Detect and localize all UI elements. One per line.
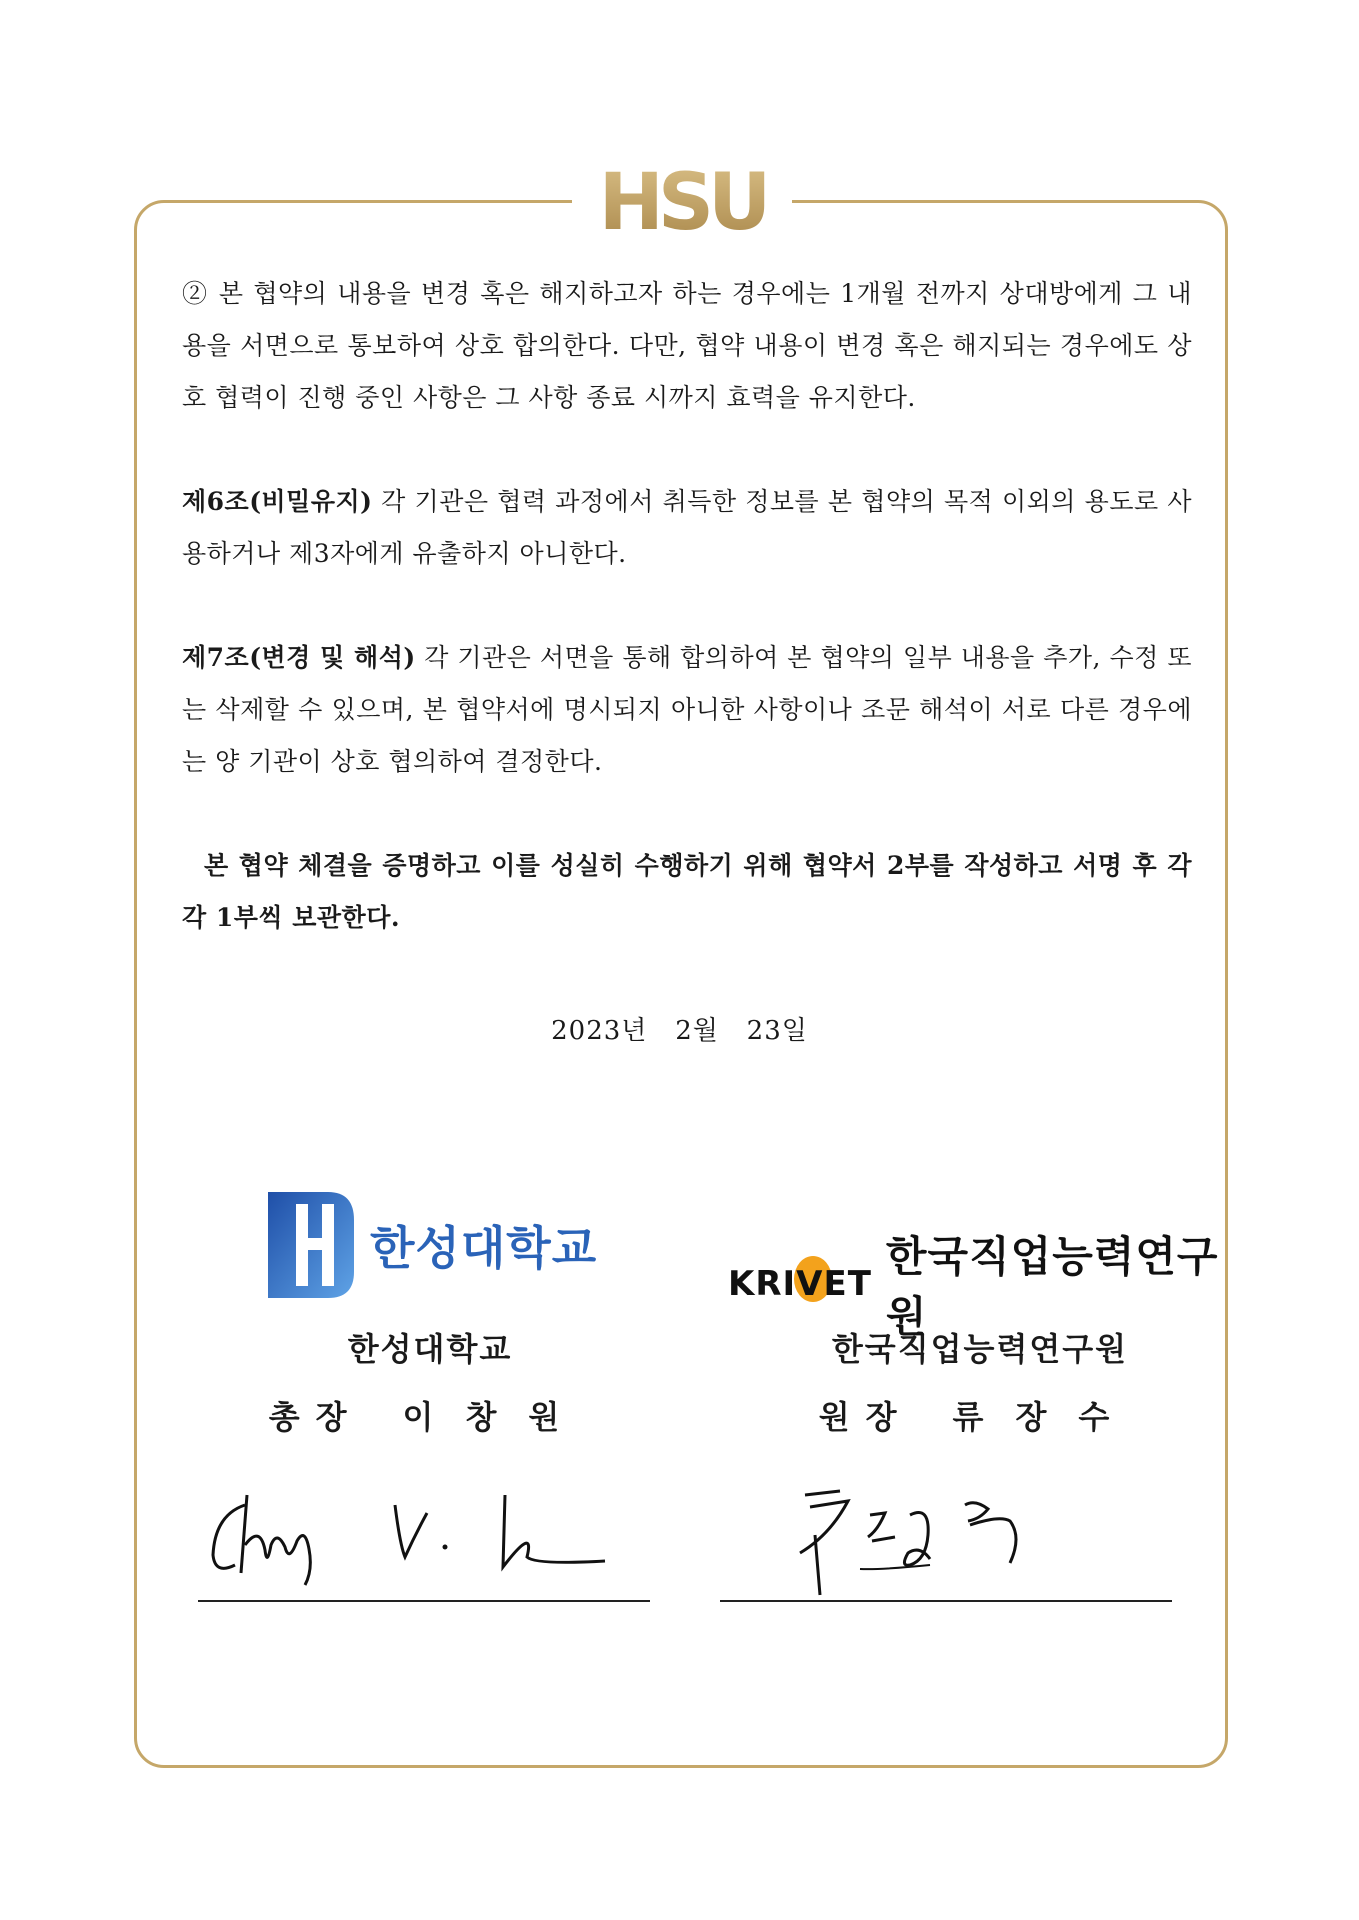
hansung-signer xyxy=(150,1392,710,1438)
hansung-logo-text: 한성대학교 xyxy=(370,1221,598,1275)
krivet-signature-line xyxy=(720,1600,1172,1602)
clause-paragraph: ② 본 협약의 내용을 변경 혹은 해지하고자 하는 경우에는 1개월 전까지 상대방에게 그 내용을 서면으로 통보하여 상호 합의한다. 다만, 협약 내용이 변경 혹은 해지되는 경우에도 상호 협력이 진행 중인 사항은 그 사항 종료 시까지 효력을 유지한다. xyxy=(182,279,1192,412)
closing-statement: 본 협약 체결을 증명하고 이를 성실히 수행하기 위해 협약서 2부를 작성하고 서명 후 각각 1부씩 보관한다. xyxy=(182,851,1192,932)
hansung-signature-line xyxy=(198,1600,650,1602)
krivet-handwritten-signature xyxy=(760,1475,1180,1605)
agreement-body xyxy=(182,268,1192,944)
krivet-signer-role: 원장 xyxy=(818,1398,913,1436)
article-6-heading: 제6조(비밀유지) xyxy=(182,487,373,516)
krivet-signer-name: 류장수 xyxy=(952,1398,1142,1436)
article-7 xyxy=(182,632,1192,788)
krivet-signature-block xyxy=(700,1190,1260,1438)
hansung-signature-block xyxy=(150,1190,710,1438)
krivet-logo xyxy=(728,1224,1260,1344)
hansung-logo xyxy=(266,1190,597,1300)
hansung-signer-role: 총장 xyxy=(268,1398,363,1436)
article-6 xyxy=(182,476,1192,580)
krivet-logo-text: 한국직업능력연구원 xyxy=(885,1232,1219,1341)
hansung-handwritten-signature xyxy=(205,1475,625,1595)
krivet-logo-word: KRIVET xyxy=(728,1264,872,1304)
article-7-heading: 제7조(변경 및 해석) xyxy=(182,643,416,672)
hansung-h-icon xyxy=(266,1190,356,1300)
article-7-text: 각 기관은 서면을 통해 합의하여 본 협약의 일부 내용을 추가, 수정 또는 삭제할 수 있으며, 본 협약서에 명시되지 아니한 사항이나 조문 해석이 서로 다른 경우에는 양 기관이 상호 협의하여 결정한다. xyxy=(182,643,1192,776)
hsu-logo xyxy=(572,160,792,246)
hansung-signer-name: 이창원 xyxy=(402,1398,592,1436)
krivet-signer xyxy=(700,1392,1260,1438)
agreement-date: 2023년 2월 23일 xyxy=(551,1016,808,1046)
krivet-org-name: 한국직업능력연구원 xyxy=(831,1330,1129,1368)
hansung-org-name: 한성대학교 xyxy=(347,1330,513,1368)
article-6-text: 각 기관은 협력 과정에서 취득한 정보를 본 협약의 목적 이외의 용도로 사용하거나 제3자에게 유출하지 아니한다. xyxy=(182,487,1192,568)
svg-text:HSU: HSU xyxy=(598,163,766,243)
